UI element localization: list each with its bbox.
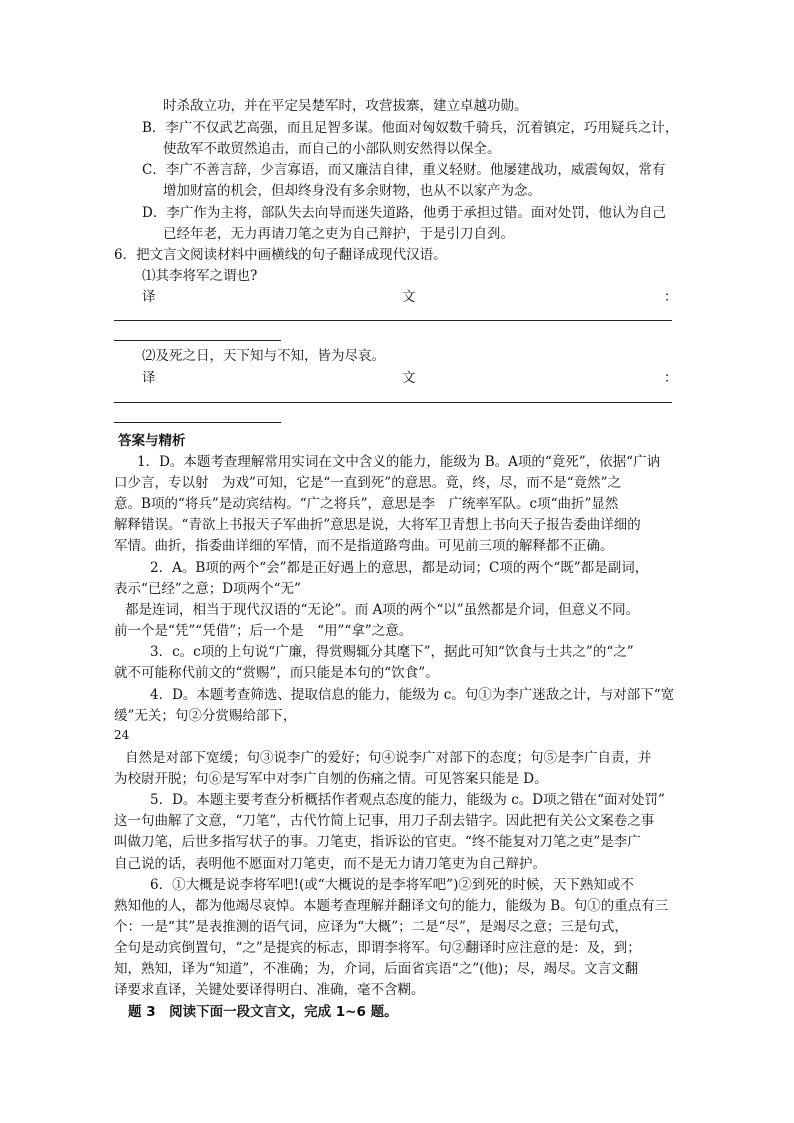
answer-line: 自然是对部下宽缓；句③说李广的爱好；句④说李广对部下的态度；句⑤是李广自责，并 [125, 750, 652, 766]
answer-line: 全句是动宾倒置句，“之”是提宾的标志，即谓李将军。句②翻译时应注意的是：及，到； [114, 940, 641, 956]
answer-line: 表示“已经”之意；D项两个“无” [114, 581, 301, 597]
answer-line: 3．c。c项的上句说“广廉，得赏赐辄分其麾下”，据此可知“饮食与士共之”的“之” [150, 644, 634, 660]
q5-option-c-line2: 增加财富的机会，但却终身没有多余财物，也从不以家产为念。 [163, 183, 541, 199]
answer-line: 4．D。本题考查筛选、提取信息的能力，能级为 c。句①为李广迷敌之计，与对部下“宽 [150, 687, 675, 703]
q6-colon-2: ： [664, 370, 678, 386]
q6-yi-label-1: 译 [142, 289, 156, 305]
answer-line: 前一个是“凭”“凭借”；后一个是 “用”“拿”之意。 [114, 623, 413, 639]
q6-wen-label-2: 文 [402, 370, 416, 386]
q6-answer-line-1b [114, 340, 281, 341]
q6-answer-line-1 [114, 320, 672, 321]
page-number: 24 [114, 728, 130, 742]
answer-line: 6．①大概是说李将军吧!(或“大概说的是李将军吧”)②到死的时候，天下熟知或不 [150, 877, 634, 893]
q5-option-a-continuation: 时杀敌立功，并在平定吴楚军时，攻营拔寨，建立卓越功勋。 [163, 98, 528, 114]
q5-option-b-line2: 使敌军不敢贸然追击，而自己的小部队则安然得以保全。 [163, 141, 501, 157]
answer-line: 这一句曲解了文意，“刀笔”，古代竹简上记事，用刀子刮去错字。因此把有关公文案卷之事 [114, 813, 655, 829]
answer-line: 意。B项的“将兵”是动宾结构。“广之将兵”，意思是李 广统率军队。c项“曲折”显然 [114, 496, 619, 512]
q5-option-d-line2: 已经年老，无力再请刀笔之吏为自己辩护，于是引刀自刭。 [163, 226, 514, 242]
q6-stem: 6．把文言文阅读材料中画横线的句子翻译成现代汉语。 [114, 247, 447, 263]
answers-heading: 答案与精析 [118, 433, 186, 449]
answer-line: 口少言，专以射 为戏”可知，它是“一直到死”的意思。竟，终，尽，而不是“竟然”之 [114, 475, 622, 491]
answer-line: 军情。曲折，指委曲详细的军情，而不是指道路弯曲。可见前三项的解释都不正确。 [114, 538, 614, 554]
answer-line: 熟知他的人，都为他竭尽哀悼。本题考查理解并翻译文句的能力，能级为 B。句①的重点有三 [114, 898, 669, 914]
q6-yi-label-2: 译 [142, 370, 156, 386]
next-question-title: 题 3 阅读下面一段文言文，完成 1~6 题。 [128, 1004, 398, 1020]
q5-option-b-line1: B．李广不仅武艺高强，而且足智多谋。他面对匈奴数千骑兵，沉着镇定，巧用疑兵之计， [142, 120, 679, 136]
q6-answer-line-2 [114, 402, 672, 403]
answer-line: 译要求直译，关键处要译得明白、准确，毫不含糊。 [114, 982, 425, 998]
answer-line: 自己说的话，表明他不愿面对刀笔吏，而不是无力请刀笔吏为自己辩护。 [114, 856, 546, 872]
answer-line: 2．A。B项的两个“会”都是正好遇上的意思，都是动词；C项的两个“既”都是副词， [150, 560, 649, 576]
q6-wen-label-1: 文 [402, 289, 416, 305]
q6-sentence-1: ⑴其李将军之谓也? [142, 268, 258, 284]
q6-colon-1: ： [664, 289, 678, 305]
q6-sentence-2: ⑵及死之日，天下知与不知，皆为尽哀。 [142, 348, 385, 364]
q5-option-c-line1: C．李广不善言辞，少言寡语，而又廉洁自律，重义轻财。他屡建战功，威震匈奴，常有 [142, 162, 666, 178]
answer-line: 知，熟知，译为“知道”，不准确；为，介词，后面省宾语“之”(他)；尽，竭尽。文言文翻 [114, 961, 639, 977]
answer-line: 1．D。本题考查理解常用实词在文中含义的能力，能级为 B。A项的“竟死”，依据“广讷 [137, 454, 661, 470]
q5-option-d-line1: D．李广作为主将，部队失去向导而迷失道路，他勇于承担过错。面对处罚，他认为自己 [142, 205, 666, 221]
answer-line: 为校尉开脱；句⑥是写军中对李广自刎的伤痛之情。可见答案只能是 D。 [114, 771, 548, 787]
answer-line: 缓”无关；句②分赏赐给部下， [114, 708, 297, 724]
answer-line: 解释错误。“青欲上书报天子军曲折”意思是说，大将军卫青想上书向天子报告委曲详细的 [114, 517, 641, 533]
answer-line: 叫做刀笔，后世多指写状子的事。刀笔吏，指诉讼的官吏。“终不能复对刀笔之吏”是李广 [114, 834, 641, 850]
answer-line: 都是连词，相当于现代汉语的“无论”。而 A项的两个“以”虽然都是介词，但意义不同。 [125, 602, 640, 618]
answer-line: 就不可能称代前文的“赏赐”，而只能是本句的“饮食”。 [114, 665, 439, 681]
answer-line: 个：一是“其”是表推测的语气词，应译为“大概”；二是“尽”，是竭尽之意；三是句式， [114, 919, 628, 935]
answer-line: 5．D。本题主要考查分析概括作者观点态度的能力，能级为 c。D项之错在“面对处罚” [150, 792, 665, 808]
q6-answer-line-2b [114, 422, 281, 423]
